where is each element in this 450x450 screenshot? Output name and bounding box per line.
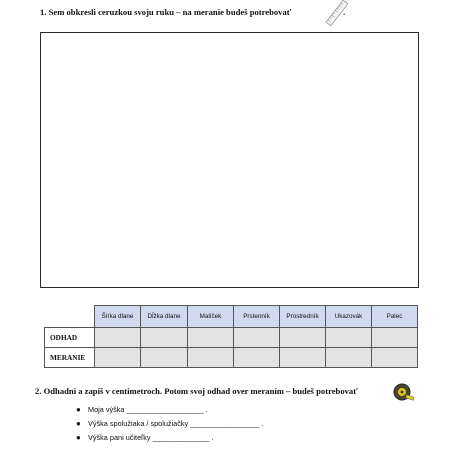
column-header: Šírka dlane (95, 306, 141, 328)
answer-blank[interactable]: _________________ (190, 419, 260, 428)
table-cell[interactable] (188, 328, 234, 348)
item-end: . (211, 433, 214, 442)
ruler-icon (322, 0, 352, 26)
column-header: Dĺžka dlane (141, 306, 188, 328)
row-label: MERANIE (45, 348, 95, 368)
task-2-title (35, 386, 358, 396)
table-cell[interactable] (234, 348, 280, 368)
bullet-icon: ● (76, 433, 81, 442)
column-header: Malíček (188, 306, 234, 328)
column-header: Prostredník (280, 306, 326, 328)
table-cell[interactable] (188, 348, 234, 368)
column-header: Ukazovák (326, 306, 372, 328)
task-1-period: . (343, 7, 346, 17)
hand-drawing-area[interactable] (40, 32, 419, 288)
table-corner (45, 306, 95, 328)
table-cell[interactable] (141, 348, 188, 368)
list-item (76, 431, 263, 445)
table-cell[interactable] (234, 328, 280, 348)
item-label: Moja výška (88, 405, 125, 414)
table-cell[interactable] (326, 348, 372, 368)
item-label: Výška pani učiteľky (88, 433, 151, 442)
bullet-icon: ● (76, 405, 81, 414)
task-2-text: 2. Odhadni a zapíš v centimetroch. Potom svoj odhad over meraním – budeš potrebovať (35, 386, 358, 396)
table-cell[interactable] (326, 328, 372, 348)
item-end: . (205, 405, 208, 414)
measurement-table (44, 305, 418, 368)
table-header-row (45, 306, 418, 328)
table-cell[interactable] (280, 328, 326, 348)
table-cell[interactable] (95, 328, 141, 348)
estimate-list (76, 403, 263, 445)
answer-blank[interactable]: ___________________ (126, 405, 204, 414)
table-cell[interactable] (95, 348, 141, 368)
column-header: Prstenník (234, 306, 280, 328)
item-label: Výška spolužiaka / spolužiačky (88, 419, 189, 428)
table-cell[interactable] (372, 348, 418, 368)
task-1-text: 1. Sem obkresli ceruzkou svoju ruku – na meranie budeš potrebovať (40, 7, 292, 17)
list-item (76, 417, 263, 431)
list-item (76, 403, 263, 417)
table-cell[interactable] (372, 328, 418, 348)
answer-blank[interactable]: ______________ (152, 433, 210, 442)
column-header: Palec (372, 306, 418, 328)
row-label: ODHAD (45, 328, 95, 348)
task-1-title (40, 7, 291, 17)
table-row (45, 348, 418, 368)
table-cell[interactable] (141, 328, 188, 348)
tape-measure-icon (391, 380, 415, 404)
bullet-icon: ● (76, 419, 81, 428)
item-end: . (261, 419, 264, 428)
table-cell[interactable] (280, 348, 326, 368)
table-row (45, 328, 418, 348)
